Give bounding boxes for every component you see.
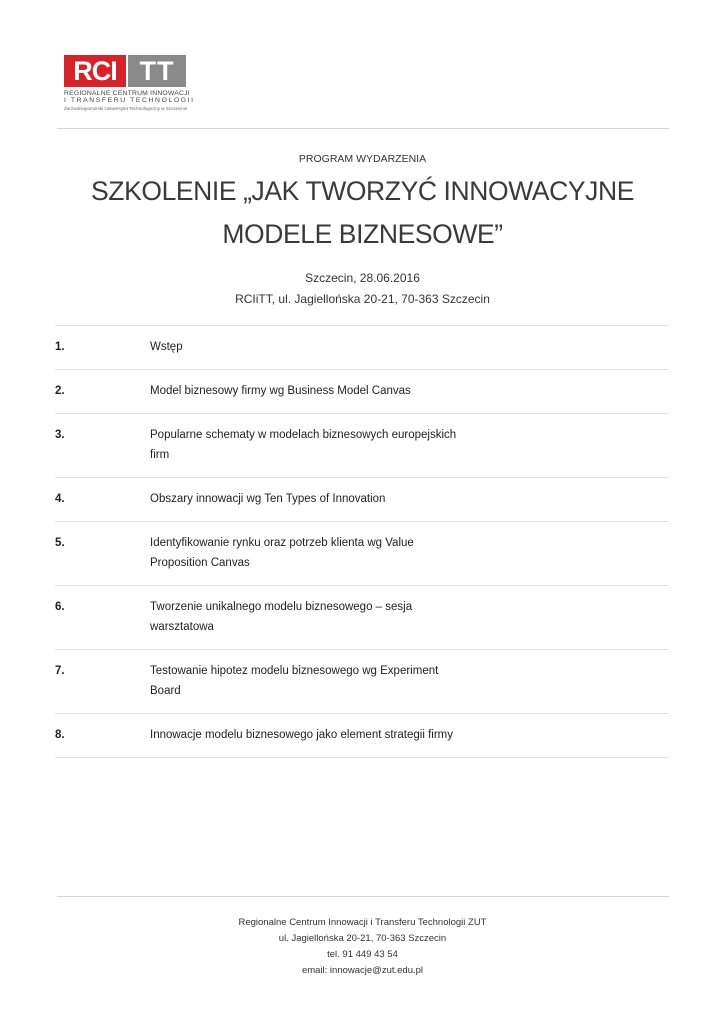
agenda-item-text: Popularne schematy w modelach biznesowych europejskich firm [150,429,457,461]
agenda-item-text: Obszary innowacji wg Ten Types of Innovation [150,493,386,505]
logo-text-line1: REGIONALNE CENTRUM INNOWACJI [64,90,190,97]
agenda-row [55,326,669,370]
agenda-item-text: Wstęp [150,341,183,353]
footer-email: email: innowacje@zut.edu.pl [301,965,424,976]
agenda-row [55,414,669,478]
agenda-item-number: 3. [55,429,65,441]
logo-mark-rci: RCI [64,55,126,87]
agenda-item-text: Tworzenie unikalnego modelu biznesowego – sesja warsztatowa [150,601,413,633]
agenda-item-text: Innowacje modelu biznesowego jako element strategii firmy [150,729,453,741]
agenda-row [55,522,669,586]
agenda-item-number: 7. [55,665,65,677]
agenda-item-text: Testowanie hipotez modelu biznesowego wg Experiment Board [150,665,439,697]
agenda-item-text: Model biznesowy firmy wg Business Model Canvas [150,385,411,397]
footer-phone: tel. 91 449 43 54 [327,949,398,960]
header-divider [57,128,669,129]
footer-org: Regionalne Centrum Innowacji i Transferu Technologii ZUT [238,917,487,928]
footer-address: ul. Jagiellońska 20-21, 70-363 Szczecin [278,933,447,944]
logo-text-line3: Zachodniopomorski Uniwersytet Technologiczny w Szczecinie [64,106,188,111]
logo-mark-tt: TT [128,55,186,87]
agenda-item-number: 6. [55,601,65,613]
document-title: SZKOLENIE „JAK TWORZYĆ INNOWACYJNE MODELE BIZNESOWE” [91,176,634,249]
agenda-row [55,370,669,414]
agenda-item-text: Identyfikowanie rynku oraz potrzeb klienta wg Value Proposition Canvas [150,537,414,569]
agenda-item-number: 2. [55,385,65,397]
agenda-row [55,650,669,714]
footer [0,915,725,979]
event-date: Szczecin, 28.06.2016 [305,271,420,285]
agenda-item-number: 1. [55,341,65,353]
footer-divider [57,896,669,897]
document-kicker: PROGRAM WYDARZENIA [298,153,427,165]
agenda-item-number: 4. [55,493,65,505]
agenda-item-number: 5. [55,537,65,549]
agenda-row [55,714,669,758]
logo [64,55,204,111]
agenda-row [55,478,669,522]
agenda-table [55,325,669,758]
agenda-item-number: 8. [55,729,65,741]
logo-text-line2: I TRANSFERU TECHNOLOGII [64,97,195,104]
event-venue: RCIiTT, ul. Jagiellońska 20-21, 70-363 Szczecin [235,292,490,306]
logo-mark [64,55,204,87]
agenda-row [55,586,669,650]
event-meta [0,268,725,310]
